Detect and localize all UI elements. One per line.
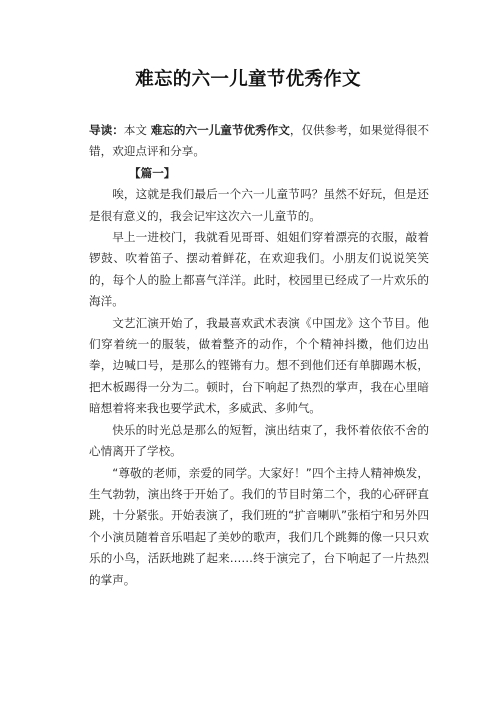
intro-article-name: 难忘的六一儿童节优秀作文 <box>150 123 290 137</box>
body-paragraph: “尊敬的老师，亲爱的同学。大家好！”四个主持人精神焕发，生气勃勃，演出终于开始了。我们的节目时第二个，我的心砰砰直跳，十分紧张。开始表演了，我们班的“扩音喇叭”张栢宁和另外四个小演员随着音乐唱起了美妙的歌声，我们几个跳舞的像一只只欢乐的小鸟，活跃地跳了起来……终于演完了，台下响起了一片热烈的掌声。 <box>89 465 429 587</box>
body-paragraph: 早上一进校门，我就看见哥哥、姐姐们穿着漂亮的衣服，敲着锣鼓、吹着笛子、摆动着鲜花，在欢迎我们。小朋友们说说笑笑的，每个人的脸上都喜气洋洋。此时，校园里已经成了一片欢乐的海洋。 <box>89 230 429 309</box>
body-paragraph: 唉，这就是我们最后一个六一儿童节吗？虽然不好玩，但是还是很有意义的，我会记牢这次六一儿童节的。 <box>89 187 429 223</box>
body-paragraph: 快乐的时光总是那么的短暂，演出结束了，我怀着依依不舍的心情离开了学校。 <box>89 422 429 459</box>
section-heading: 【篇一】 <box>129 165 176 180</box>
document-title: 难忘的六一儿童节优秀作文 <box>135 69 361 90</box>
document-body <box>89 120 429 591</box>
intro-prefix: 导读： <box>89 123 124 137</box>
intro-suffix: ，仅供参考，如果觉得很不错，欢迎点评和分享。 <box>89 123 429 159</box>
intro-mid: 本文 <box>123 123 151 137</box>
intro-paragraph <box>89 120 429 163</box>
body-paragraph: 文艺汇演开始了，我最喜欢武术表演《中国龙》这个节目。他们穿着统一的服装，做着整齐的动作，个个精神抖擞，他们边出拳，边喊口号，是那么的铿锵有力。想不到他们还有单脚踢木板，把木板踢得一分为二。顿时，台下响起了热烈的掌声，我在心里暗暗想着将来我也要学武术，多威武、多帅气。 <box>89 315 429 416</box>
